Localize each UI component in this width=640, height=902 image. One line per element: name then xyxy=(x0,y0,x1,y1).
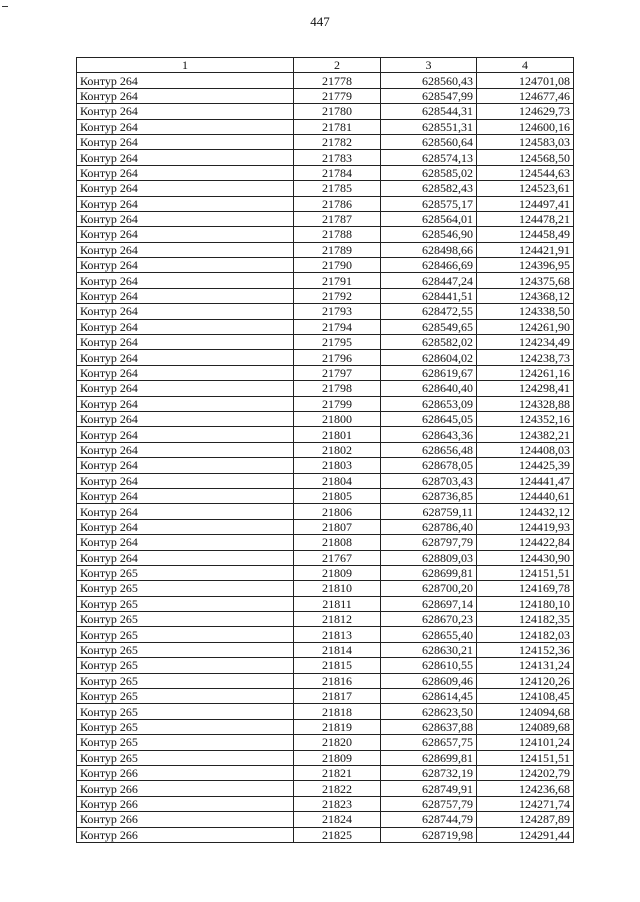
x-coordinate-cell: 628653,09 xyxy=(381,396,477,411)
y-coordinate-cell: 124382,21 xyxy=(477,427,574,442)
point-number-cell: 21818 xyxy=(294,704,381,719)
point-number-cell: 21789 xyxy=(294,242,381,257)
contour-name-cell: Контур 266 xyxy=(77,781,294,796)
point-number-cell: 21798 xyxy=(294,381,381,396)
contour-name-cell: Контур 265 xyxy=(77,689,294,704)
x-coordinate-cell: 628472,55 xyxy=(381,304,477,319)
point-number-cell: 21794 xyxy=(294,319,381,334)
point-number-cell: 21793 xyxy=(294,304,381,319)
table-row xyxy=(77,473,574,488)
contour-name-cell: Контур 265 xyxy=(77,750,294,765)
table-row xyxy=(77,735,574,750)
x-coordinate-cell: 628546,90 xyxy=(381,227,477,242)
contour-name-cell: Контур 264 xyxy=(77,535,294,550)
column-header-4: 4 xyxy=(477,58,574,73)
table-row xyxy=(77,627,574,642)
contour-name-cell: Контур 264 xyxy=(77,550,294,565)
contour-name-cell: Контур 265 xyxy=(77,581,294,596)
table-row xyxy=(77,381,574,396)
point-number-cell: 21822 xyxy=(294,781,381,796)
y-coordinate-cell: 124338,50 xyxy=(477,304,574,319)
table-row xyxy=(77,519,574,534)
table-row xyxy=(77,88,574,103)
x-coordinate-cell: 628544,31 xyxy=(381,104,477,119)
x-coordinate-cell: 628630,21 xyxy=(381,642,477,657)
x-coordinate-cell: 628719,98 xyxy=(381,827,477,842)
point-number-cell: 21800 xyxy=(294,411,381,426)
table-row xyxy=(77,242,574,257)
point-number-cell: 21803 xyxy=(294,458,381,473)
point-number-cell: 21790 xyxy=(294,258,381,273)
x-coordinate-cell: 628656,48 xyxy=(381,442,477,457)
table-row xyxy=(77,335,574,350)
contour-name-cell: Контур 265 xyxy=(77,719,294,734)
x-coordinate-cell: 628614,45 xyxy=(381,689,477,704)
table-row xyxy=(77,488,574,503)
y-coordinate-cell: 124151,51 xyxy=(477,750,574,765)
table-row xyxy=(77,658,574,673)
table-row xyxy=(77,689,574,704)
y-coordinate-cell: 124419,93 xyxy=(477,519,574,534)
y-coordinate-cell: 124421,91 xyxy=(477,242,574,257)
y-coordinate-cell: 124108,45 xyxy=(477,689,574,704)
contour-name-cell: Контур 264 xyxy=(77,181,294,196)
x-coordinate-cell: 628564,01 xyxy=(381,211,477,226)
point-number-cell: 21805 xyxy=(294,488,381,503)
point-number-cell: 21780 xyxy=(294,104,381,119)
contour-name-cell: Контур 264 xyxy=(77,396,294,411)
contour-name-cell: Контур 264 xyxy=(77,273,294,288)
y-coordinate-cell: 124101,24 xyxy=(477,735,574,750)
x-coordinate-cell: 628736,85 xyxy=(381,488,477,503)
y-coordinate-cell: 124441,47 xyxy=(477,473,574,488)
point-number-cell: 21781 xyxy=(294,119,381,134)
x-coordinate-cell: 628697,14 xyxy=(381,596,477,611)
point-number-cell: 21820 xyxy=(294,735,381,750)
x-coordinate-cell: 628466,69 xyxy=(381,258,477,273)
y-coordinate-cell: 124291,44 xyxy=(477,827,574,842)
y-coordinate-cell: 124261,16 xyxy=(477,365,574,380)
column-header-1: 1 xyxy=(77,58,294,73)
point-number-cell: 21791 xyxy=(294,273,381,288)
table-row xyxy=(77,134,574,149)
point-number-cell: 21786 xyxy=(294,196,381,211)
point-number-cell: 21819 xyxy=(294,719,381,734)
x-coordinate-cell: 628643,36 xyxy=(381,427,477,442)
point-number-cell: 21806 xyxy=(294,504,381,519)
point-number-cell: 21782 xyxy=(294,134,381,149)
point-number-cell: 21787 xyxy=(294,211,381,226)
table-row xyxy=(77,612,574,627)
point-number-cell: 21809 xyxy=(294,565,381,580)
contour-name-cell: Контур 266 xyxy=(77,796,294,811)
y-coordinate-cell: 124261,90 xyxy=(477,319,574,334)
point-number-cell: 21809 xyxy=(294,750,381,765)
point-number-cell: 21810 xyxy=(294,581,381,596)
table-row xyxy=(77,812,574,827)
point-number-cell: 21788 xyxy=(294,227,381,242)
point-number-cell: 21796 xyxy=(294,350,381,365)
table-row xyxy=(77,104,574,119)
contour-name-cell: Контур 264 xyxy=(77,73,294,88)
table-row xyxy=(77,827,574,842)
y-coordinate-cell: 124432,12 xyxy=(477,504,574,519)
contour-name-cell: Контур 264 xyxy=(77,288,294,303)
x-coordinate-cell: 628441,51 xyxy=(381,288,477,303)
x-coordinate-cell: 628700,20 xyxy=(381,581,477,596)
table-row xyxy=(77,411,574,426)
table-row xyxy=(77,181,574,196)
contour-name-cell: Контур 266 xyxy=(77,812,294,827)
table-row xyxy=(77,304,574,319)
scan-mark xyxy=(2,6,8,7)
point-number-cell: 21784 xyxy=(294,165,381,180)
point-number-cell: 21795 xyxy=(294,335,381,350)
point-number-cell: 21785 xyxy=(294,181,381,196)
x-coordinate-cell: 628575,17 xyxy=(381,196,477,211)
table-row xyxy=(77,319,574,334)
table-row xyxy=(77,504,574,519)
x-coordinate-cell: 628786,40 xyxy=(381,519,477,534)
y-coordinate-cell: 124151,51 xyxy=(477,565,574,580)
y-coordinate-cell: 124182,03 xyxy=(477,627,574,642)
table-body xyxy=(77,73,574,843)
table-row xyxy=(77,211,574,226)
point-number-cell: 21812 xyxy=(294,612,381,627)
point-number-cell: 21824 xyxy=(294,812,381,827)
x-coordinate-cell: 628645,05 xyxy=(381,411,477,426)
point-number-cell: 21814 xyxy=(294,642,381,657)
y-coordinate-cell: 124238,73 xyxy=(477,350,574,365)
table-row xyxy=(77,227,574,242)
contour-name-cell: Контур 264 xyxy=(77,119,294,134)
x-coordinate-cell: 628582,02 xyxy=(381,335,477,350)
contour-name-cell: Контур 264 xyxy=(77,258,294,273)
y-coordinate-cell: 124422,84 xyxy=(477,535,574,550)
table-row xyxy=(77,781,574,796)
point-number-cell: 21797 xyxy=(294,365,381,380)
y-coordinate-cell: 124677,46 xyxy=(477,88,574,103)
y-coordinate-cell: 124368,12 xyxy=(477,288,574,303)
contour-name-cell: Контур 264 xyxy=(77,381,294,396)
x-coordinate-cell: 628703,43 xyxy=(381,473,477,488)
point-number-cell: 21778 xyxy=(294,73,381,88)
y-coordinate-cell: 124094,68 xyxy=(477,704,574,719)
y-coordinate-cell: 124396,95 xyxy=(477,258,574,273)
contour-name-cell: Контур 264 xyxy=(77,519,294,534)
y-coordinate-cell: 124478,21 xyxy=(477,211,574,226)
table-row xyxy=(77,673,574,688)
contour-name-cell: Контур 264 xyxy=(77,365,294,380)
y-coordinate-cell: 124523,61 xyxy=(477,181,574,196)
x-coordinate-cell: 628582,43 xyxy=(381,181,477,196)
point-number-cell: 21807 xyxy=(294,519,381,534)
x-coordinate-cell: 628670,23 xyxy=(381,612,477,627)
table-row xyxy=(77,596,574,611)
table-row xyxy=(77,535,574,550)
x-coordinate-cell: 628749,91 xyxy=(381,781,477,796)
contour-name-cell: Контур 264 xyxy=(77,88,294,103)
contour-name-cell: Контур 264 xyxy=(77,488,294,503)
y-coordinate-cell: 124234,49 xyxy=(477,335,574,350)
point-number-cell: 21817 xyxy=(294,689,381,704)
x-coordinate-cell: 628655,40 xyxy=(381,627,477,642)
x-coordinate-cell: 628797,79 xyxy=(381,535,477,550)
x-coordinate-cell: 628551,31 xyxy=(381,119,477,134)
y-coordinate-cell: 124298,41 xyxy=(477,381,574,396)
table-row xyxy=(77,165,574,180)
contour-name-cell: Контур 265 xyxy=(77,704,294,719)
y-coordinate-cell: 124152,36 xyxy=(477,642,574,657)
y-coordinate-cell: 124182,35 xyxy=(477,612,574,627)
contour-name-cell: Контур 266 xyxy=(77,827,294,842)
table-row xyxy=(77,350,574,365)
point-number-cell: 21802 xyxy=(294,442,381,457)
x-coordinate-cell: 628560,43 xyxy=(381,73,477,88)
x-coordinate-cell: 628809,03 xyxy=(381,550,477,565)
y-coordinate-cell: 124440,61 xyxy=(477,488,574,503)
table-row xyxy=(77,258,574,273)
contour-name-cell: Контур 264 xyxy=(77,150,294,165)
point-number-cell: 21783 xyxy=(294,150,381,165)
x-coordinate-cell: 628604,02 xyxy=(381,350,477,365)
contour-name-cell: Контур 264 xyxy=(77,504,294,519)
point-number-cell: 21792 xyxy=(294,288,381,303)
x-coordinate-cell: 628623,50 xyxy=(381,704,477,719)
table-row xyxy=(77,765,574,780)
y-coordinate-cell: 124497,41 xyxy=(477,196,574,211)
contour-name-cell: Контур 264 xyxy=(77,319,294,334)
x-coordinate-cell: 628619,67 xyxy=(381,365,477,380)
x-coordinate-cell: 628732,19 xyxy=(381,765,477,780)
y-coordinate-cell: 124169,78 xyxy=(477,581,574,596)
x-coordinate-cell: 628637,88 xyxy=(381,719,477,734)
table-row xyxy=(77,581,574,596)
x-coordinate-cell: 628678,05 xyxy=(381,458,477,473)
y-coordinate-cell: 124701,08 xyxy=(477,73,574,88)
contour-name-cell: Контур 264 xyxy=(77,104,294,119)
contour-name-cell: Контур 265 xyxy=(77,596,294,611)
contour-name-cell: Контур 264 xyxy=(77,242,294,257)
x-coordinate-cell: 628744,79 xyxy=(381,812,477,827)
table-row xyxy=(77,750,574,765)
table-row xyxy=(77,273,574,288)
x-coordinate-cell: 628549,65 xyxy=(381,319,477,334)
x-coordinate-cell: 628547,99 xyxy=(381,88,477,103)
y-coordinate-cell: 124236,68 xyxy=(477,781,574,796)
y-coordinate-cell: 124430,90 xyxy=(477,550,574,565)
x-coordinate-cell: 628610,55 xyxy=(381,658,477,673)
table-row xyxy=(77,119,574,134)
y-coordinate-cell: 124089,68 xyxy=(477,719,574,734)
table-row xyxy=(77,150,574,165)
contour-name-cell: Контур 265 xyxy=(77,612,294,627)
y-coordinate-cell: 124352,16 xyxy=(477,411,574,426)
table-row xyxy=(77,796,574,811)
table-header-row xyxy=(77,58,574,73)
y-coordinate-cell: 124180,10 xyxy=(477,596,574,611)
contour-name-cell: Контур 264 xyxy=(77,458,294,473)
table-row xyxy=(77,719,574,734)
x-coordinate-cell: 628640,40 xyxy=(381,381,477,396)
contour-name-cell: Контур 264 xyxy=(77,473,294,488)
y-coordinate-cell: 124131,24 xyxy=(477,658,574,673)
table-row xyxy=(77,642,574,657)
y-coordinate-cell: 124544,63 xyxy=(477,165,574,180)
point-number-cell: 21815 xyxy=(294,658,381,673)
contour-name-cell: Контур 264 xyxy=(77,442,294,457)
y-coordinate-cell: 124202,79 xyxy=(477,765,574,780)
page-number: 447 xyxy=(310,14,330,29)
x-coordinate-cell: 628498,66 xyxy=(381,242,477,257)
x-coordinate-cell: 628657,75 xyxy=(381,735,477,750)
x-coordinate-cell: 628699,81 xyxy=(381,565,477,580)
contour-name-cell: Контур 264 xyxy=(77,196,294,211)
contour-name-cell: Контур 264 xyxy=(77,134,294,149)
contour-name-cell: Контур 264 xyxy=(77,350,294,365)
y-coordinate-cell: 124328,88 xyxy=(477,396,574,411)
contour-name-cell: Контур 264 xyxy=(77,335,294,350)
table-row xyxy=(77,442,574,457)
y-coordinate-cell: 124375,68 xyxy=(477,273,574,288)
point-number-cell: 21767 xyxy=(294,550,381,565)
contour-name-cell: Контур 265 xyxy=(77,658,294,673)
contour-name-cell: Контур 265 xyxy=(77,673,294,688)
table-row xyxy=(77,365,574,380)
point-number-cell: 21779 xyxy=(294,88,381,103)
y-coordinate-cell: 124120,26 xyxy=(477,673,574,688)
table-row xyxy=(77,458,574,473)
table-row xyxy=(77,196,574,211)
x-coordinate-cell: 628560,64 xyxy=(381,134,477,149)
point-number-cell: 21808 xyxy=(294,535,381,550)
y-coordinate-cell: 124583,03 xyxy=(477,134,574,149)
table-row xyxy=(77,396,574,411)
point-number-cell: 21799 xyxy=(294,396,381,411)
contour-name-cell: Контур 265 xyxy=(77,642,294,657)
point-number-cell: 21821 xyxy=(294,765,381,780)
table-row xyxy=(77,73,574,88)
contour-name-cell: Контур 264 xyxy=(77,427,294,442)
point-number-cell: 21823 xyxy=(294,796,381,811)
contour-name-cell: Контур 265 xyxy=(77,735,294,750)
table-row xyxy=(77,704,574,719)
column-header-2: 2 xyxy=(294,58,381,73)
point-number-cell: 21825 xyxy=(294,827,381,842)
point-number-cell: 21801 xyxy=(294,427,381,442)
contour-name-cell: Контур 264 xyxy=(77,227,294,242)
contour-name-cell: Контур 265 xyxy=(77,565,294,580)
x-coordinate-cell: 628757,79 xyxy=(381,796,477,811)
y-coordinate-cell: 124629,73 xyxy=(477,104,574,119)
y-coordinate-cell: 124600,16 xyxy=(477,119,574,134)
point-number-cell: 21816 xyxy=(294,673,381,688)
y-coordinate-cell: 124425,39 xyxy=(477,458,574,473)
table-row xyxy=(77,288,574,303)
table-row xyxy=(77,565,574,580)
x-coordinate-cell: 628759,11 xyxy=(381,504,477,519)
contour-name-cell: Контур 264 xyxy=(77,411,294,426)
y-coordinate-cell: 124458,49 xyxy=(477,227,574,242)
coordinates-table xyxy=(76,57,574,843)
contour-name-cell: Контур 264 xyxy=(77,211,294,226)
point-number-cell: 21813 xyxy=(294,627,381,642)
table-row xyxy=(77,550,574,565)
contour-name-cell: Контур 265 xyxy=(77,627,294,642)
contour-name-cell: Контур 266 xyxy=(77,765,294,780)
x-coordinate-cell: 628574,13 xyxy=(381,150,477,165)
column-header-3: 3 xyxy=(381,58,477,73)
y-coordinate-cell: 124408,03 xyxy=(477,442,574,457)
x-coordinate-cell: 628585,02 xyxy=(381,165,477,180)
y-coordinate-cell: 124287,89 xyxy=(477,812,574,827)
point-number-cell: 21811 xyxy=(294,596,381,611)
x-coordinate-cell: 628699,81 xyxy=(381,750,477,765)
x-coordinate-cell: 628447,24 xyxy=(381,273,477,288)
x-coordinate-cell: 628609,46 xyxy=(381,673,477,688)
y-coordinate-cell: 124271,74 xyxy=(477,796,574,811)
y-coordinate-cell: 124568,50 xyxy=(477,150,574,165)
table-row xyxy=(77,427,574,442)
contour-name-cell: Контур 264 xyxy=(77,165,294,180)
point-number-cell: 21804 xyxy=(294,473,381,488)
contour-name-cell: Контур 264 xyxy=(77,304,294,319)
